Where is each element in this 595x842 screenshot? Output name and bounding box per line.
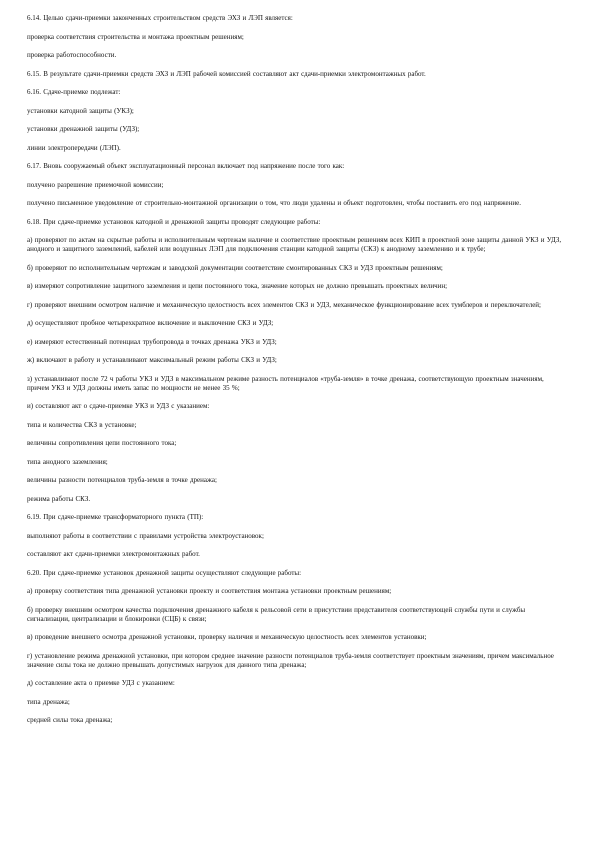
list-item: д) осуществляют пробное четырехкратное включение и выключение СКЗ и УДЗ;	[27, 319, 274, 327]
paragraph-6-20: 6.20. При сдаче-приемке установок дренажной защиты осуществляют следующие работы:	[27, 568, 302, 577]
list-item: и) составляют акт о сдаче-приемке УКЗ и УДЗ с указанием:	[27, 402, 210, 410]
paragraph-6-17: 6.17. Вновь сооружаемый объект эксплуатационный персонал включает под напряжение после того как:	[27, 162, 345, 170]
list-item: а) проверку соответствия типа дренажной установки проекту и соответствия монтажа установки проектным решениям;	[27, 587, 392, 595]
paragraph-6-16: 6.16. Сдаче-приемке подлежат:	[27, 88, 121, 96]
list-item: составляют акт сдачи-приемки электромонтажных работ.	[27, 550, 200, 558]
list-item: д) составление акта о приемке УДЗ с указанием:	[27, 679, 175, 687]
list-item: а) проверяют по актам на скрытые работы и исполнительным чертежам наличие и соответствие проектным решениям всех КИП в проектной зоне защиты данной УКЗ и УДЗ, анодного и защитного заземлений, кабелей или воздушных ЛЭП для подключения станции катодной защиты (СКЗ) к анодному заземлению и к трубе;	[27, 236, 562, 253]
list-item: величины разности потенциалов труба-земля в точке дренажа;	[27, 476, 217, 484]
list-item: е) измеряют естественный потенциал трубопровода в точках дренажа УКЗ и УДЗ;	[27, 337, 277, 346]
list-item: линии электропередачи (ЛЭП).	[27, 143, 121, 152]
list-item: типа и количества СКЗ в установке;	[27, 420, 137, 429]
list-item: получено письменное уведомление от строительно-монтажной организации о том, что люди удалены и объект подготовлен, чтобы поставить его под напряжение.	[27, 199, 521, 207]
list-item: в) измеряют сопротивление защитного заземления и цепи постоянного тока, значение которых не должно превышать проектных величин;	[27, 282, 448, 290]
paragraph-6-18: 6.18. При сдаче-приемке установок катодной и дренажной защиты проводят следующие работы:	[27, 217, 321, 226]
list-item: в) проведение внешнего осмотра дренажной установки, проверку наличия и механическую целостность всех элементов установки;	[27, 633, 427, 641]
list-item: установки дренажной защиты (УДЗ);	[27, 125, 140, 133]
list-item: установки катодной защиты (УКЗ);	[27, 106, 134, 115]
list-item: проверка соответствия строительства и монтажа проектным решениям;	[27, 32, 244, 41]
paragraph-6-15: 6.15. В результате сдачи-приемки средств ЭХЗ и ЛЭП рабочей комиссией составляют акт сдачи-приемки электромонтажных работ.	[27, 69, 426, 78]
list-item: б) проверяют по исполнительным чертежам и заводской документации соответствие смонтированных СКЗ и УДЗ проектным решениям;	[27, 263, 443, 272]
list-item: г) проверяют внешним осмотром наличие и механическую целостность всех элементов СКЗ и УДЗ, механическое функционирование всех тумблеров и переключателей;	[27, 300, 541, 309]
list-item: величины сопротивления цепи постоянного тока;	[27, 439, 177, 447]
list-item: ж) включают в работу и устанавливают максимальный режим работы СКЗ и УДЗ;	[27, 356, 277, 364]
list-item: типа анодного заземления;	[27, 457, 108, 466]
list-item: режима работы СКЗ.	[27, 494, 91, 503]
list-item: выполняют работы в соответствии с правилами устройства электроустановок;	[27, 531, 264, 540]
list-item: средней силы тока дренажа;	[27, 716, 113, 724]
list-item: з) устанавливают после 72 ч работы УКЗ и УДЗ в максимальном режиме разность потенциалов «труба-земля» в точке дренажа, соответствующую проектным значениям, причем УКЗ и УДЗ должны иметь запас по мощности не менее 35 %;	[27, 374, 544, 392]
paragraph-6-19: 6.19. При сдаче-приемке трансформаторного пункта (ТП):	[27, 513, 204, 521]
list-item: проверка работоспособности.	[27, 51, 117, 59]
list-item: б) проверку внешним осмотром качества подключения дренажного кабеля к рельсовой сети в присутствии представителя соответствующей службы пути и службы сигнализации, централизации и блокировки (СЦБ) к связи;	[27, 605, 526, 623]
list-item: типа дренажа;	[27, 697, 70, 706]
list-item: получено разрешение приемочной комиссии;	[27, 180, 164, 189]
list-item: г) установление режима дренажной установки, при котором среднее значение разности потенциалов труба-земля соответствует проектным значениям, причем максимальное значение силы тока не должно превышать допустимых нагрузок для данного типа дренажа;	[27, 651, 554, 669]
paragraph-6-14: 6.14. Целью сдачи-приемки законченных строительством средств ЭХЗ и ЛЭП является:	[27, 14, 293, 22]
document-page	[27, 14, 568, 735]
